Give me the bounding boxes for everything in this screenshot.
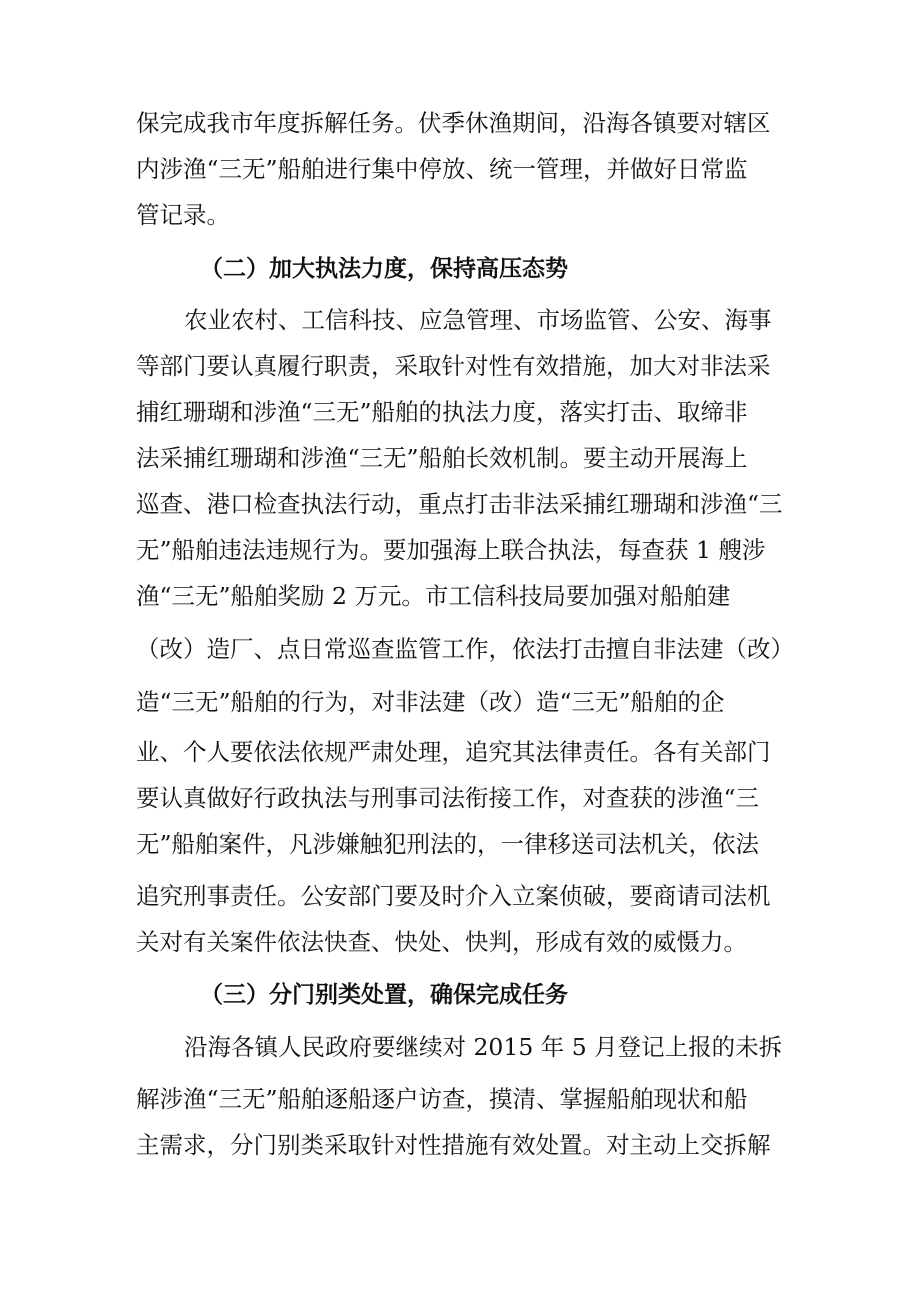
body-text-line: 巡查、港口检查执法行动，重点打击非法采捕红珊瑚和涉渔“三 (136, 490, 783, 518)
body-text-line: 等部门要认真履行职责，采取针对性有效措施，加大对非法采 (136, 352, 771, 380)
body-text-line: 法采捕红珊瑚和涉渔“三无”船舶长效机制。要主动开展海上 (136, 444, 748, 472)
body-text-line: 渔“三无”船舶奖励 2 万元。市工信科技局要加强对船舶建 (136, 582, 731, 610)
body-text-line: 解涉渔“三无”船舶逐船逐户访查，摸清、掌握船舶现状和船 (136, 1085, 748, 1113)
body-text-line: 管记录。 (136, 201, 230, 229)
body-text-line: 无”船舶违法违规行为。要加强海上联合执法，每查获 1 艘涉 (136, 536, 766, 564)
body-text-line: 关对有关案件依法快查、快处、快判，形成有效的威慑力。 (136, 928, 747, 956)
body-text-line: （改）造厂、点日常巡查监管工作，依法打击擅自非法建（改） (136, 635, 794, 663)
body-text-line: 主需求，分门别类采取针对性措施有效处置。对主动上交拆解 (136, 1131, 771, 1159)
body-text-line: 保完成我市年度拆解任务。伏季休渔期间，沿海各镇要对辖区 (136, 109, 771, 137)
paragraph-first-line: 沿海各镇人民政府要继续对 2015 年 5 月登记上报的未拆 (184, 1033, 783, 1061)
section-heading-2: （二）加大执法力度，保持高压态势 (200, 256, 568, 282)
body-text-line: 要认真做好行政执法与刑事司法衔接工作，对查获的涉渔“三 (136, 784, 760, 812)
paragraph-first-line: 农业农村、工信科技、应急管理、市场监管、公安、海事 (184, 306, 772, 334)
body-text-line: 追究刑事责任。公安部门要及时介入立案侦破，要商请司法机 (136, 882, 771, 910)
body-text-line: 内涉渔“三无”船舶进行集中停放、统一管理，并做好日常监 (136, 155, 748, 183)
section-heading-3: （三）分门别类处置，确保完成任务 (200, 982, 568, 1008)
body-text-line: 无”船舶案件，凡涉嫌触犯刑法的，一律移送司法机关，依法 (136, 830, 760, 858)
body-text-line: 造“三无”船舶的行为，对非法建（改）造“三无”船舶的企 (136, 688, 725, 716)
body-text-line: 业、个人要依法依规严肃处理，追究其法律责任。各有关部门 (136, 738, 771, 766)
body-text-line: 捕红珊瑚和涉渔“三无”船舶的执法力度，落实打击、取缔非 (136, 398, 748, 426)
